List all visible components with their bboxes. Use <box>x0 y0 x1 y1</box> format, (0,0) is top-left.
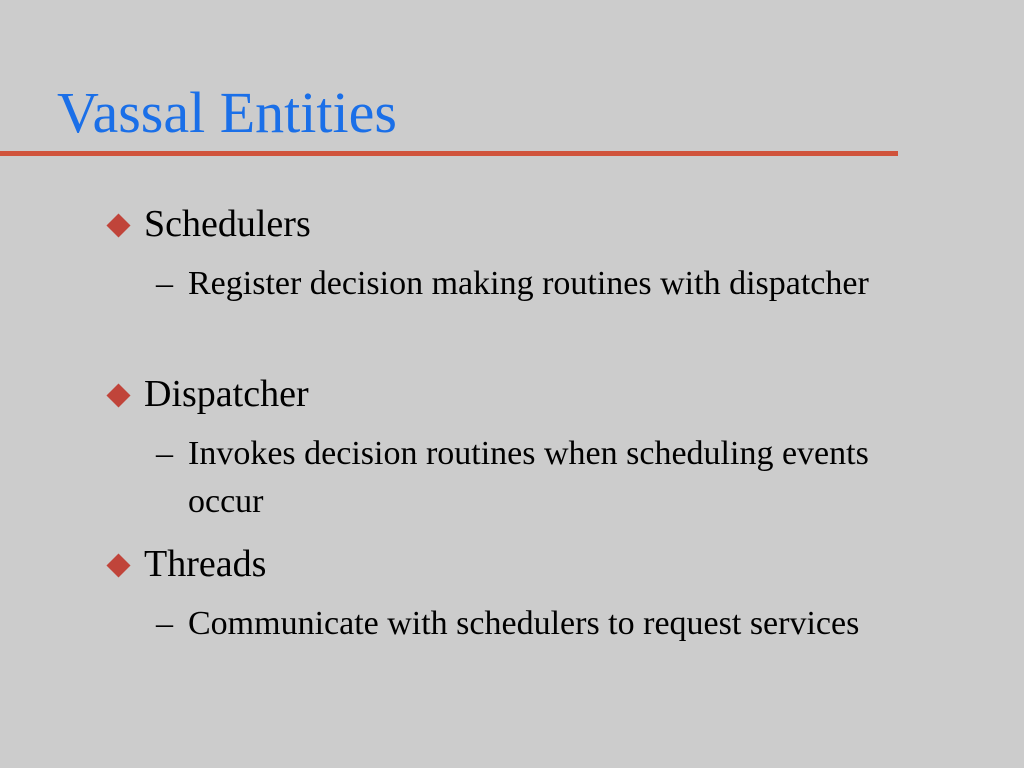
dash-marker: – <box>156 435 173 472</box>
diamond-icon <box>106 383 130 407</box>
sub-bullet-text: Register decision making routines with dispatcher <box>188 265 869 302</box>
diamond-icon <box>106 213 130 237</box>
sub-bullet-text: Invokes decision routines when scheduling events occur <box>188 435 869 520</box>
slide-title: Vassal Entities <box>57 80 397 145</box>
bullet-label: Dispatcher <box>144 373 309 415</box>
sub-bullet-text: Communicate with schedulers to request services <box>188 605 860 642</box>
dash-marker: – <box>156 605 173 642</box>
diamond-icon <box>106 553 130 577</box>
bullet-label: Schedulers <box>144 203 311 245</box>
dash-marker: – <box>156 265 173 302</box>
bullet-label: Threads <box>144 543 267 585</box>
